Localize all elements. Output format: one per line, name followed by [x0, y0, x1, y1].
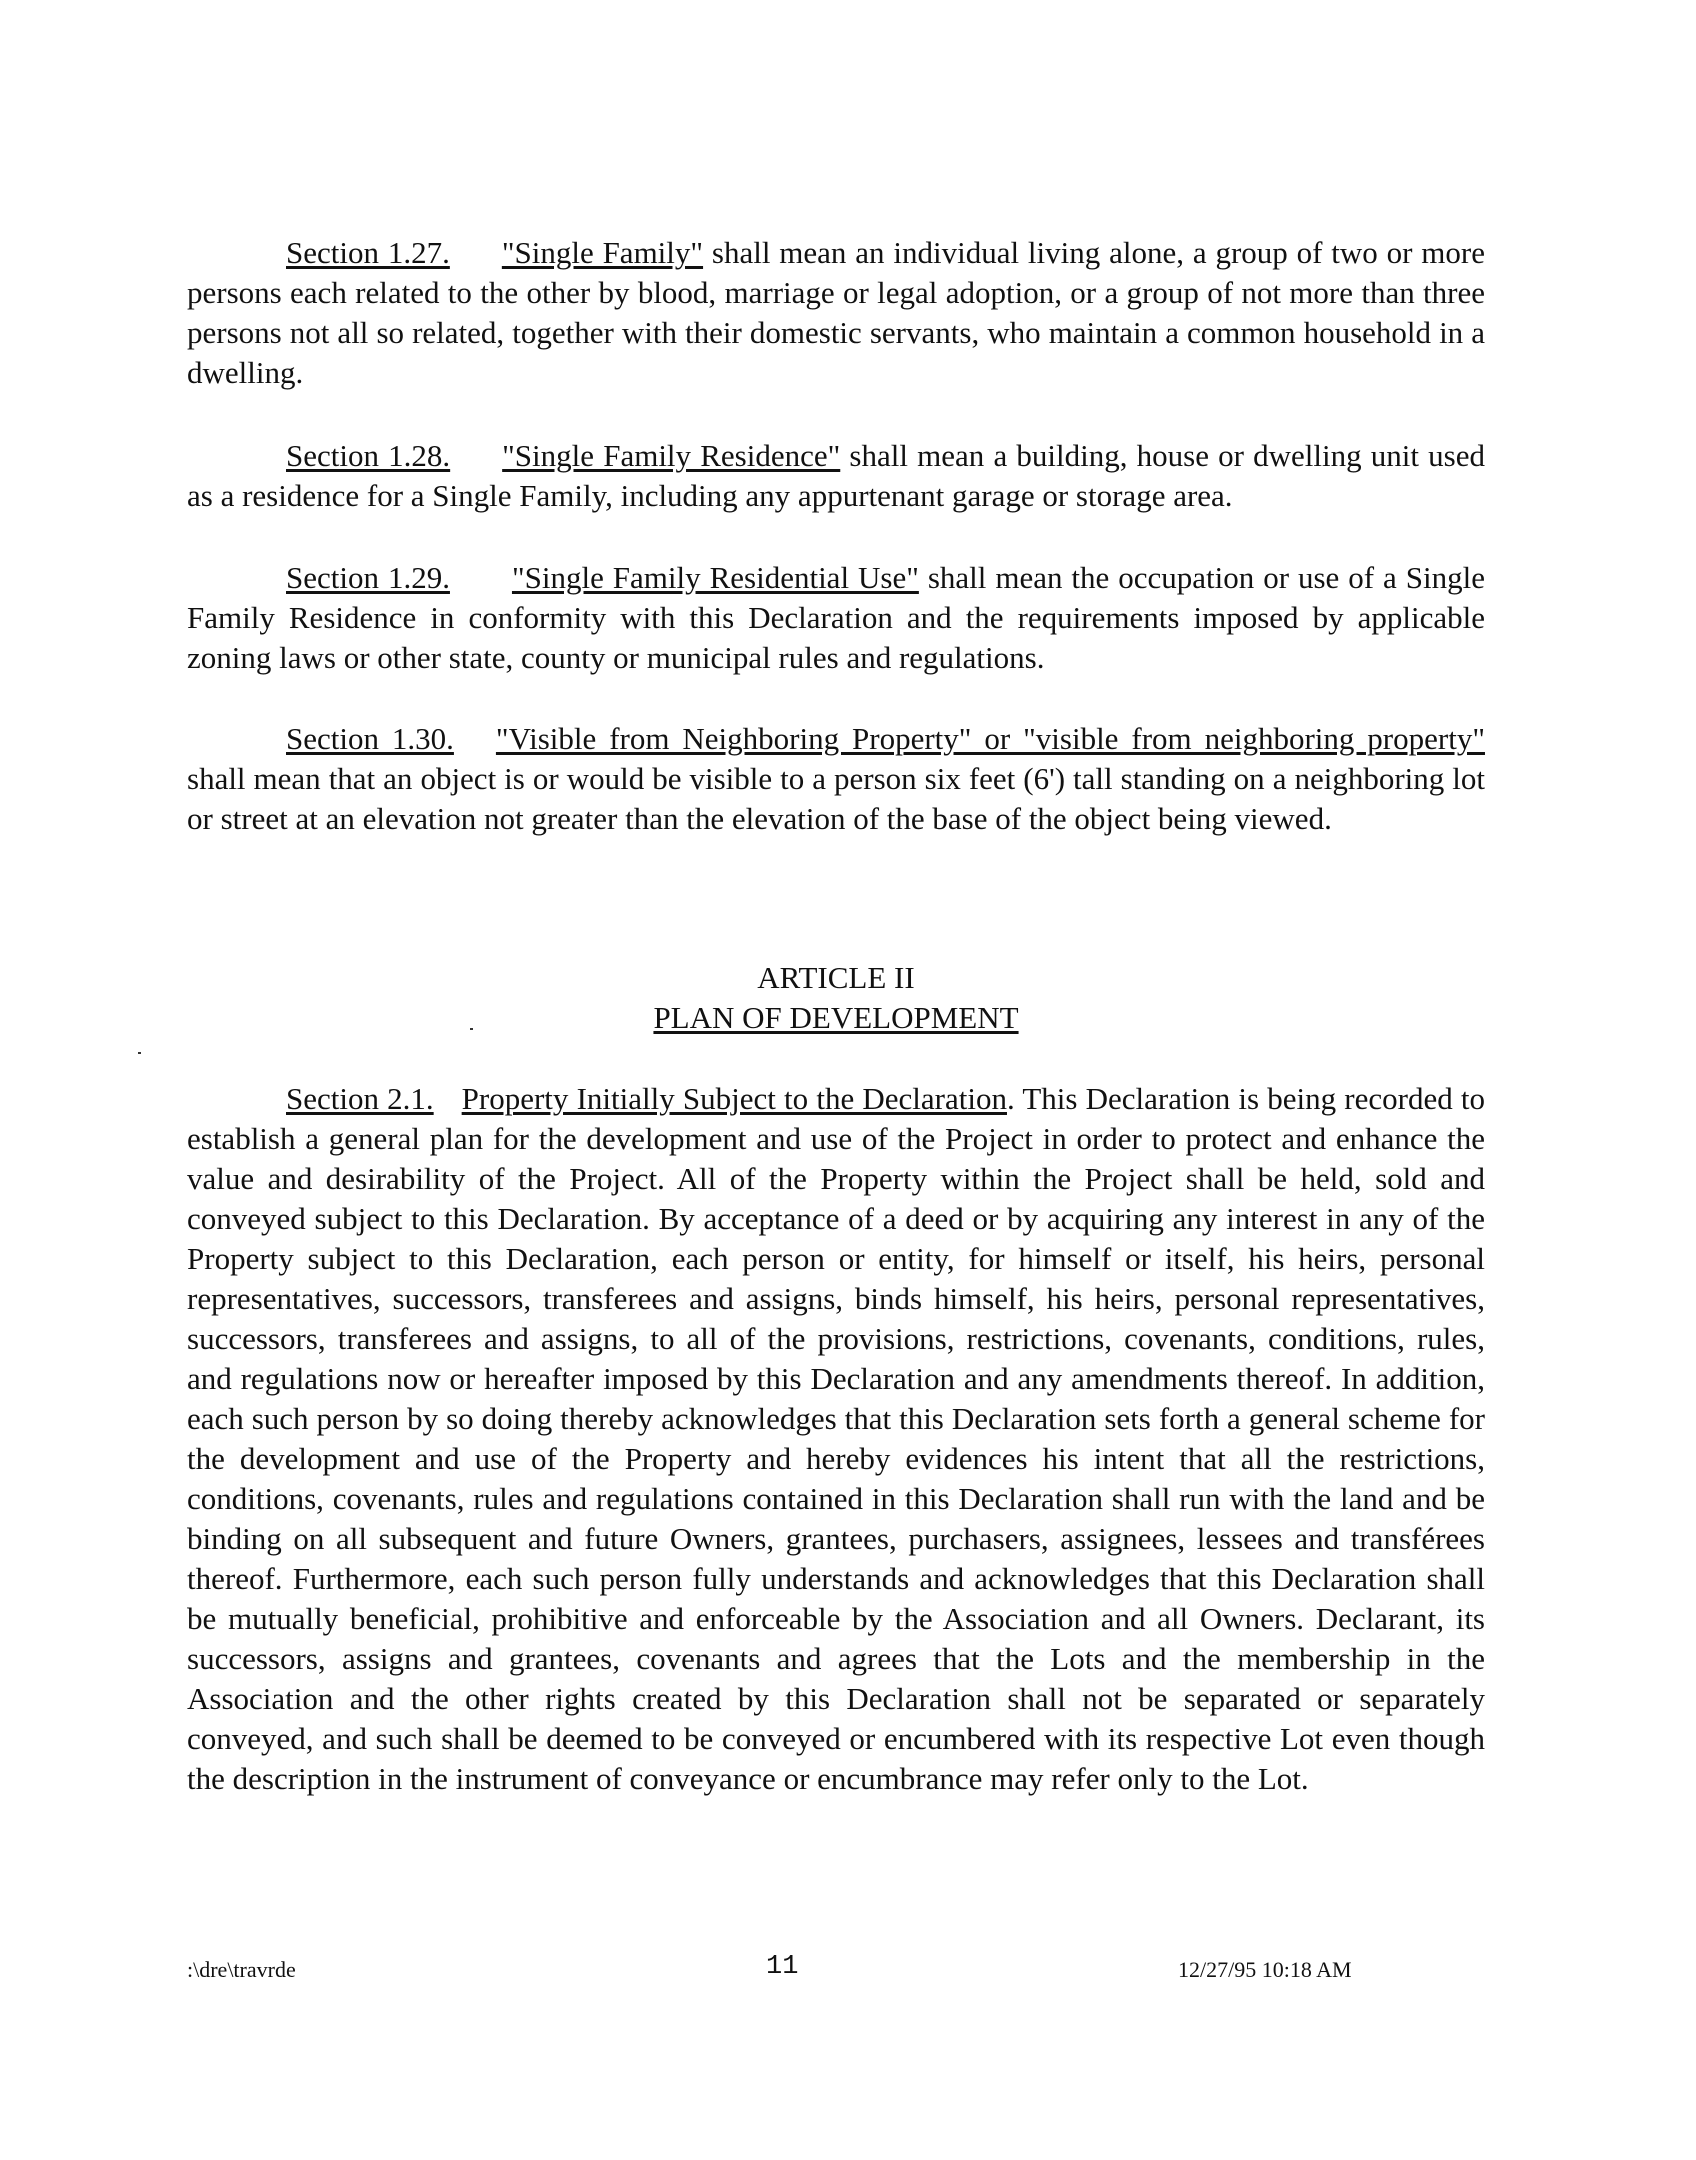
section-text: shall mean the occupation or use of a Single Family Residence in conformity with this Declaration and the requirements imposed by applicable zoning laws or other state, county or municipal rules and regulations. [187, 560, 1485, 675]
section-text: . This Declaration is being recorded to establish a general plan for the development and use of the Project in order to protect and enhance the value and desirability of the Project. All of the Property within the Project shall be held, sold and conveyed subject to this Declaration. By acceptance of a deed or by acquiring any interest in any of the Property subject to this Declaration, each person or entity, for himself or itself, his heirs, personal representatives, successors, transferees and assigns, binds himself, his heirs, personal representatives, successors, transferees and assigns, to all of the provisions, restrictions, covenants, conditions, rules, and regulations now or hereafter imposed by this Declaration and any amendments thereof. In addition, each such person by so doing thereby acknowledges that this Declaration sets forth a general scheme for the development and use of the Property and hereby evidences his intent that all the restrictions, conditions, covenants, rules and regulations contained in this Declaration shall run with the land and be binding on all subsequent and future Owners, grantees, purchasers, assignees, lessees and transférees thereof. Furthermore, each such person fully understands and acknowledges that this Declaration shall be mutually beneficial, prohibitive and enforceable by the Association and all Owners. Declarant, its successors, assigns and grantees, covenants and agrees that the Lots and the membership in the Association and the other rights created by this Declaration shall not be separated or separately conveyed, and such shall be deemed to be conveyed or encumbered with its respective Lot even though the description in the instrument of conveyance or encumbrance may refer only to the Lot. [187, 1081, 1485, 1796]
section-label: Section 1.27. [286, 235, 450, 270]
defined-term: "Single Family Residential Use" [511, 560, 919, 595]
page-number: 11 [766, 1952, 799, 1982]
section-1-28 [187, 436, 1485, 516]
section-text: shall mean an individual living alone, a group of two or more persons each related to the other by blood, marriage or legal adoption, or a group of not more than three persons not all so related, together with their domestic servants, who maintain a common household in a dwelling. [187, 235, 1485, 390]
section-1-30 [187, 719, 1485, 839]
defined-term: "Single Family Residence" [502, 438, 841, 473]
section-label: Section 1.30. [286, 721, 454, 756]
scan-speck [138, 1052, 141, 1054]
section-2-1 [187, 1079, 1485, 1799]
article-title [187, 998, 1485, 1038]
section-1-27 [187, 233, 1485, 393]
footer-timestamp: 12/27/95 10:18 AM [1178, 1957, 1352, 1982]
article-title-text: PLAN OF DEVELOPMENT [653, 1000, 1019, 1035]
defined-term: "Single Family" [501, 235, 704, 270]
footer-file-path: :\dre\travrde [187, 1957, 296, 1982]
section-label: Section 2.1. [286, 1081, 434, 1116]
article-number: ARTICLE II [757, 960, 915, 995]
section-1-29 [187, 558, 1485, 678]
section-text: shall mean a building, house or dwelling unit used as a residence for a Single Family, including any appurtenant garage or storage area. [187, 438, 1485, 513]
section-text: shall mean that an object is or would be visible to a person six feet (6') tall standing on a neighboring lot or street at an elevation not greater than the elevation of the base of the object being viewed. [187, 761, 1485, 836]
section-label: Section 1.28. [286, 438, 451, 473]
section-label: Section 1.29. [286, 560, 450, 595]
scan-speck [470, 1028, 473, 1030]
defined-term: Property Initially Subject to the Declaration [461, 1081, 1007, 1116]
defined-term: "Visible from Neighboring Property" or "visible from neighboring property" [495, 721, 1485, 756]
